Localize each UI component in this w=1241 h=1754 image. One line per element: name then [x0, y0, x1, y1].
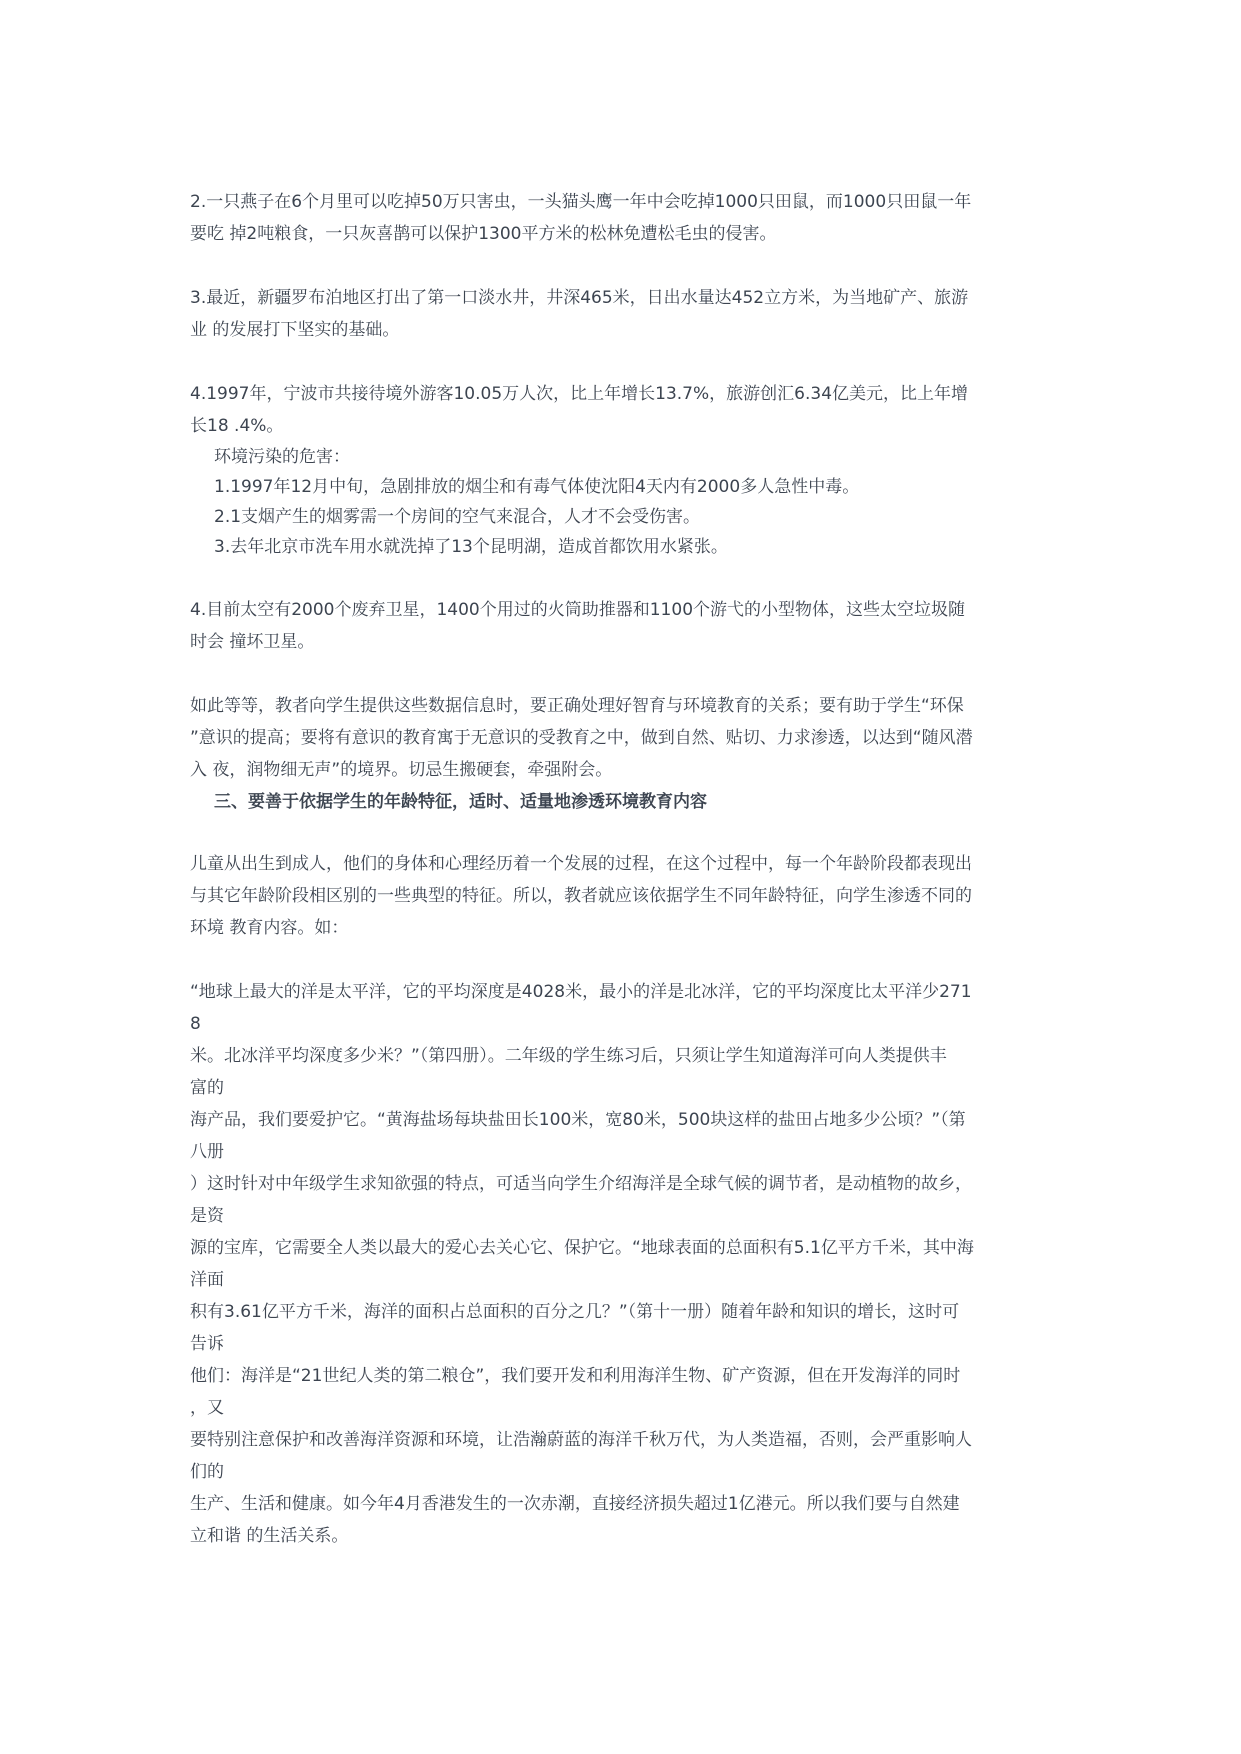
text-line: 业 的发展打下坚实的基础。	[190, 320, 400, 340]
text-line: 告诉	[190, 1334, 224, 1354]
text-line: ，又	[190, 1398, 224, 1418]
text-line: 与其它年龄阶段相区别的一些典型的特征。所以，教者就应该依据学生不同年龄特征，向学生渗透不同的	[190, 886, 972, 906]
pollution-hazards-list	[190, 442, 1060, 562]
text-line: 洋面	[190, 1270, 224, 1290]
text-line: 生产、生活和健康。如今年4月香港发生的一次赤潮，直接经济损失超过1亿港元。所以我们要与自然建	[190, 1494, 960, 1514]
text-line: 入 夜，润物细无声”的境界。切忌生搬硬套，牵强附会。	[190, 760, 613, 780]
text-line: 环境 教育内容。如：	[190, 918, 349, 938]
paragraph-ocean-examples	[190, 976, 1060, 1552]
text-line: 八册	[190, 1142, 224, 1162]
list-item: 2.1支烟产生的烟雾需一个房间的空气来混合，人才不会受伤害。	[214, 507, 701, 527]
text-line: 4.目前太空有2000个废弃卫星，1400个用过的火筒助推器和1100个游弋的小型物体，这些太空垃圾随	[190, 600, 966, 620]
text-line: 3.最近，新疆罗布泊地区打出了第一口淡水井，井深465米，日出水量达452立方米，为当地矿产、旅游	[190, 288, 969, 308]
text-line: 他们：海洋是“21世纪人类的第二粮仓”，我们要开发和利用海洋生物、矿产资源，但在开发海洋的同时	[190, 1366, 961, 1386]
text-line: 时会 撞坏卫星。	[190, 632, 315, 652]
paragraph-space-debris	[190, 594, 1060, 658]
list-item: 1.1997年12月中旬，急剧排放的烟尘和有毒气体使沈阳4天内有2000多人急性中毒。	[214, 477, 860, 497]
text-line: 4.1997年，宁波市共接待境外游客10.05万人次，比上年增长13.7%，旅游创汇6.34亿美元，比上年增	[190, 384, 969, 404]
text-line: 8	[190, 1014, 201, 1034]
text-line: 如此等等，教者向学生提供这些数据信息时，要正确处理好智育与环境教育的关系；要有助于学生“环保	[190, 696, 964, 716]
text-line: 长18 .4%。	[190, 416, 284, 436]
text-line: 是资	[190, 1206, 224, 1226]
text-line: 要吃 掉2吨粮食，一只灰喜鹊可以保护1300平方米的松林免遭松毛虫的侵害。	[190, 224, 777, 244]
paragraph-lop-nur-well	[190, 282, 1060, 346]
paragraph-teaching-advice	[190, 690, 1060, 786]
text-line: 源的宝库，它需要全人类以最大的爱心去关心它、保护它。“地球表面的总面积有5.1亿平方千米，其中海	[190, 1238, 974, 1258]
text-line: 们的	[190, 1462, 224, 1482]
text-line: 2.一只燕子在6个月里可以吃掉50万只害虫，一头猫头鹰一年中会吃掉1000只田鼠，而1000只田鼠一年	[190, 192, 972, 212]
text-line: 米。北冰洋平均深度多少米？”（第四册）。二年级的学生练习后，只须让学生知道海洋可向人类提供丰	[190, 1046, 947, 1066]
paragraph-swallow-owl	[190, 186, 1060, 250]
list-heading: 环境污染的危害：	[214, 447, 350, 467]
text-line: 要特别注意保护和改善海洋资源和环境，让浩瀚蔚蓝的海洋千秋万代，为人类造福，否则，会严重影响人	[190, 1430, 972, 1450]
section-heading: 三、要善于依据学生的年龄特征，适时、适量地渗透环境教育内容	[214, 792, 707, 812]
text-line: “地球上最大的洋是太平洋，它的平均深度是4028米，最小的洋是北冰洋，它的平均深度比太平洋少271	[190, 982, 972, 1002]
list-item: 3.去年北京市洗车用水就洗掉了13个昆明湖，造成首都饮用水紧张。	[214, 537, 728, 557]
text-line: 海产品，我们要爱护它。“黄海盐场每块盐田长100米，宽80米，500块这样的盐田占地多少公顷？”（第	[190, 1110, 966, 1130]
text-line: ）这时针对中年级学生求知欲强的特点，可适当向学生介绍海洋是全球气候的调节者，是动植物的故乡，	[190, 1174, 972, 1194]
document-body	[190, 186, 1060, 1552]
paragraph-ningbo-tourism	[190, 378, 1060, 442]
text-line: ”意识的提高；要将有意识的教育寓于无意识的受教育之中，做到自然、贴切、力求渗透，以达到“随风潜	[190, 728, 973, 748]
paragraph-age-characteristics	[190, 848, 1060, 944]
text-line: 积有3.61亿平方千米，海洋的面积占总面积的百分之几？”（第十一册）随着年龄和知识的增长，这时可	[190, 1302, 960, 1322]
text-line: 立和谐 的生活关系。	[190, 1526, 349, 1546]
text-line: 富的	[190, 1078, 224, 1098]
text-line: 儿童从出生到成人，他们的身体和心理经历着一个发展的过程，在这个过程中，每一个年龄阶段都表现出	[190, 854, 972, 874]
